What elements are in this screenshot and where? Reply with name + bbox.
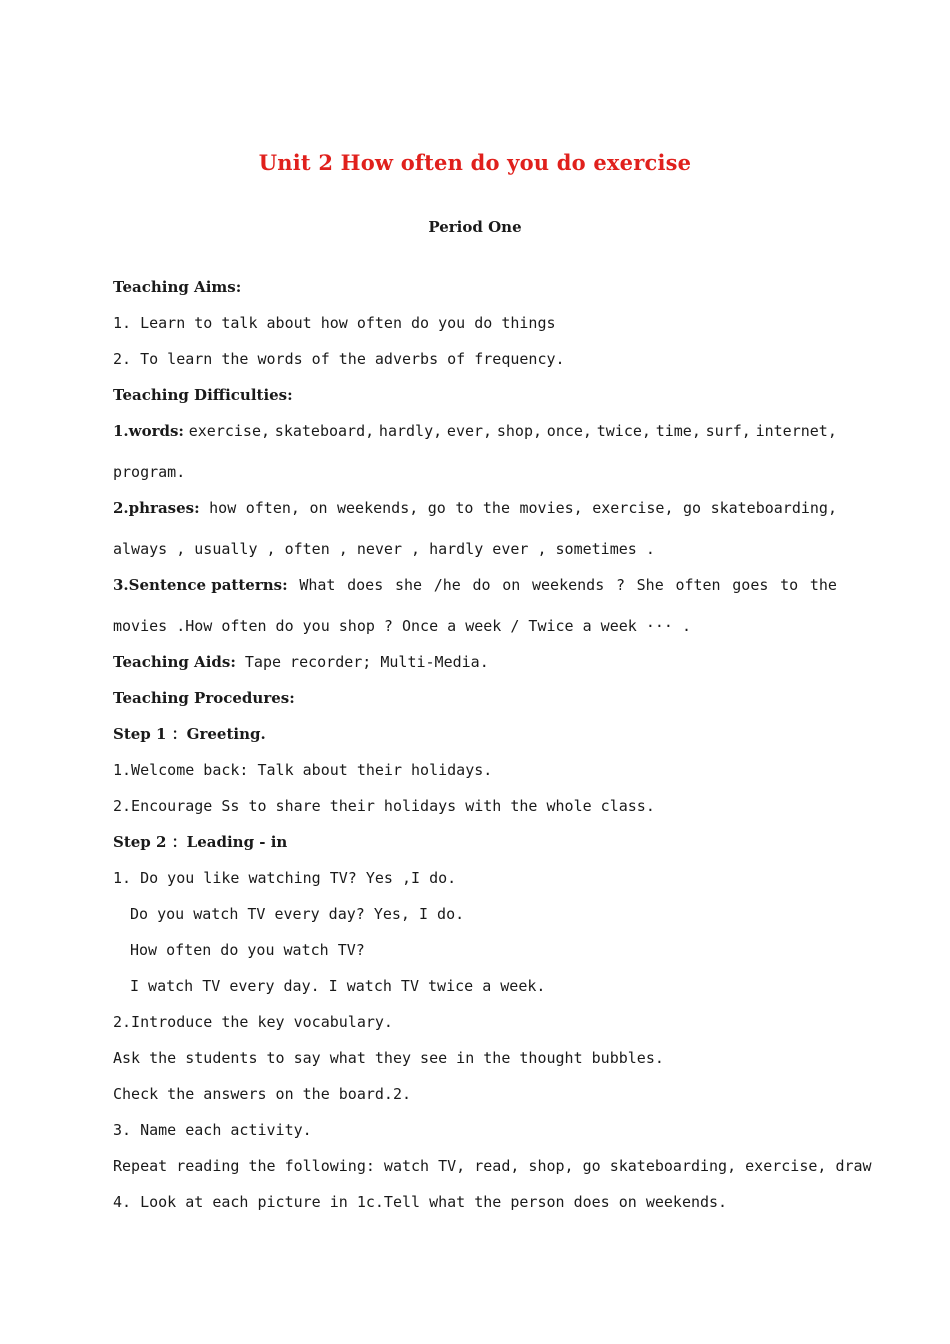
word-item: surf, (705, 422, 751, 440)
pattern-word: do (472, 576, 491, 594)
aids-line (113, 652, 489, 672)
word-item: internet, (755, 422, 837, 440)
aids-label: Teaching Aids: (113, 653, 236, 671)
step1-heading: Step 1 ：Greeting. (113, 725, 266, 743)
phrase-word: often, (245, 499, 300, 517)
word-item: hardly, (378, 422, 443, 440)
pattern-word: What (299, 576, 336, 594)
pattern-word: weekends (532, 576, 605, 594)
phrase-word: to (455, 499, 474, 517)
word-item: twice, (596, 422, 651, 440)
patterns-label: 3.Sentence patterns: (113, 576, 288, 594)
word-item: ever, (446, 422, 493, 440)
phrases-continued: always , usually , often , never , hardly ever , sometimes . (113, 540, 655, 558)
step2-subitem: How often do you watch TV? (130, 941, 365, 959)
phrase-word: on (309, 499, 328, 517)
step2-heading: Step 2 ：Leading - in (113, 833, 288, 851)
pattern-word: does (347, 576, 384, 594)
pattern-word: goes (732, 576, 769, 594)
step2-item: 3. Name each activity. (113, 1121, 312, 1139)
phrases-line (113, 498, 837, 518)
phrase-word: skateboarding, (710, 499, 837, 517)
step2-item: 2.Introduce the key vocabulary. (113, 1013, 393, 1031)
pattern-word: ? (615, 576, 625, 594)
pattern-word: on (502, 576, 521, 594)
aims-heading: Teaching Aims: (113, 278, 242, 296)
pattern-word: She (636, 576, 664, 594)
words-continued: program. (113, 463, 186, 481)
phrase-word: the (482, 499, 510, 517)
pattern-word: the (809, 576, 837, 594)
procedures-heading: Teaching Procedures: (113, 689, 295, 707)
step2-item: 4. Look at each picture in 1c.Tell what the person does on weekends. (113, 1193, 728, 1211)
page-title: Unit 2 How often do you do exercise (258, 150, 692, 175)
pattern-word: she (394, 576, 423, 594)
words-line (113, 421, 837, 441)
step1-item: 2.Encourage Ss to share their holidays with the whole class. (113, 797, 655, 815)
word-item: once, (546, 422, 592, 440)
phrase-word: exercise, (592, 499, 674, 517)
step2-item: Repeat reading the following: watch TV, read, shop, go skateboarding, exercise, draw (113, 1157, 872, 1175)
phrase-word: go (683, 499, 702, 517)
word-item: shop, (496, 422, 543, 440)
pattern-word: often (675, 576, 721, 594)
patterns-continued: movies .How often do you shop ? Once a week / Twice a week ··· . (113, 617, 691, 635)
step2-item: Ask the students to say what they see in the thought bubbles. (113, 1049, 664, 1067)
aids-text: Tape recorder; Multi-Media. (235, 653, 489, 671)
pattern-word: to (780, 576, 799, 594)
pattern-word: /he (433, 576, 461, 594)
phrase-word: how (209, 499, 237, 517)
step2-item: 1. Do you like watching TV? Yes ,I do. (113, 869, 457, 887)
step2-subitem: I watch TV every day. I watch TV twice a week. (130, 977, 546, 995)
phrases-label: 2.phrases: (113, 499, 200, 517)
phrase-word: weekends, (337, 499, 419, 517)
aim-item: 1. Learn to talk about how often do you do things (113, 314, 556, 332)
patterns-line (113, 575, 837, 595)
phrase-word: movies, (519, 499, 583, 517)
word-item: skateboard, (274, 422, 375, 440)
word-item: exercise, (188, 422, 271, 440)
step1-item: 1.Welcome back: Talk about their holidays. (113, 761, 493, 779)
words-label: 1.words: (113, 422, 184, 440)
page-subtitle: Period One (428, 218, 522, 236)
step2-subitem: Do you watch TV every day? Yes, I do. (130, 905, 465, 923)
word-item: time, (655, 422, 701, 440)
step2-item: Check the answers on the board.2. (113, 1085, 412, 1103)
aim-item: 2. To learn the words of the adverbs of frequency. (113, 350, 565, 368)
phrase-word: go (427, 499, 446, 517)
difficulties-heading: Teaching Difficulties: (113, 386, 293, 404)
